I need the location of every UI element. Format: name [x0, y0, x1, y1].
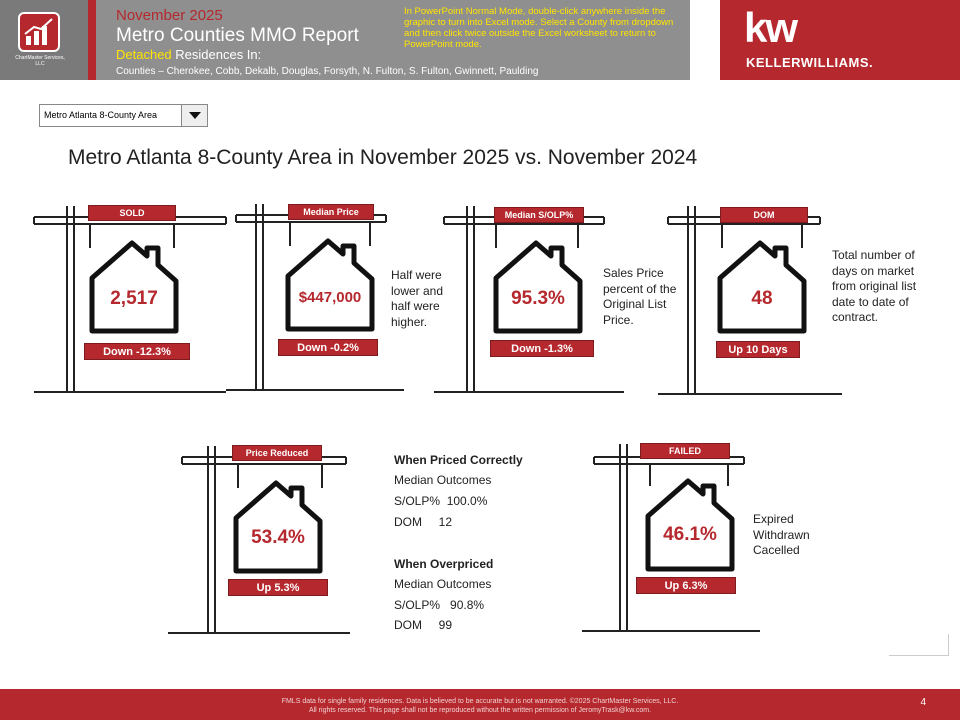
sign-tag: SOLD: [88, 205, 176, 221]
description-line: Withdrawn: [753, 527, 810, 542]
failed-sign: [590, 441, 810, 641]
dom-sign: [658, 203, 917, 403]
footer-line-1: FMLS data for single family residences. Data is believed to be accurate but is not warranted. ©2025 ChartMaster Services, LLC.: [281, 698, 679, 705]
footer-disclaimer: [0, 697, 960, 715]
overpriced-solp: S/OLP% 90.8%: [394, 598, 485, 612]
kw-mark: kw: [744, 4, 797, 51]
bar-chart-icon: [18, 12, 60, 52]
house-icon: [288, 241, 372, 329]
median-solp-sign: [434, 203, 677, 403]
page-title: Metro Atlanta 8-County Area in November 2025 vs. November 2024: [68, 146, 698, 169]
sign-tag: DOM: [720, 207, 808, 223]
house-icon: [720, 243, 804, 331]
subtitle-rest: Residences In:: [171, 47, 262, 62]
sign-change: Up 5.3%: [228, 579, 328, 596]
sign-change: Down -12.3%: [84, 343, 190, 360]
county-list: Counties – Cherokee, Cobb, Dekalb, Douglas, Forsyth, N. Fulton, S. Fulton, Gwinnett, Paulding: [116, 66, 539, 77]
sign-value: 53.4%: [251, 527, 305, 548]
sign-tag: Price Reduced: [232, 445, 322, 461]
worksheet-corner: [889, 634, 949, 656]
report-subtitle: [116, 47, 261, 62]
house-icon: [92, 243, 176, 331]
overpriced-subheading: Median Outcomes: [394, 577, 492, 591]
priced-correctly-solp: S/OLP% 100.0%: [394, 494, 488, 508]
sign-description: Half were lower and half were higher.: [391, 268, 444, 329]
sign-value: 95.3%: [511, 288, 565, 309]
subtitle-highlight: Detached: [116, 47, 172, 62]
logo-text: ChartMaster Services, LLC: [15, 55, 65, 67]
overpriced-dom: DOM 99: [394, 618, 453, 632]
sign-value: $447,000: [298, 289, 362, 306]
kw-name: KELLERWILLIAMS.: [746, 55, 874, 70]
page-number: 4: [920, 697, 926, 708]
instruction-note: In PowerPoint Normal Mode, double-click anywhere inside the graphic to turn into Excel mode. Select a County from dropdown and then click twice outside the Excel worksheet to return to PowerPoint mode.: [404, 6, 674, 50]
header-accent-bar: [88, 0, 96, 80]
sign-change: Down -0.2%: [278, 339, 378, 356]
priced-correctly-dom: DOM 12: [394, 515, 453, 529]
sign-description: Total number of days on market from original list date to date of contract.: [832, 248, 917, 324]
chartmaster-logo: [0, 0, 88, 80]
sign-change: Up 10 Days: [716, 341, 800, 358]
sign-value: 46.1%: [663, 524, 717, 545]
description-line: Cacelled: [753, 543, 800, 557]
dropdown-value: Metro Atlanta 8-County Area: [44, 110, 158, 120]
sign-tag: FAILED: [640, 443, 730, 459]
footer-line-2: All rights reserved. This page shall not be reproduced without the written permission of JeromyTrask@kw.com.: [308, 707, 652, 714]
description-line: Expired: [753, 512, 794, 526]
house-icon: [496, 243, 580, 331]
sold-sign: [30, 203, 230, 403]
price-reduced-sign: [178, 443, 378, 643]
sign-description: [753, 512, 833, 559]
priced-correctly-heading: When Priced Correctly: [394, 453, 523, 467]
keller-williams-logo: [720, 0, 960, 80]
chevron-down-icon[interactable]: [181, 105, 207, 126]
median-price-sign: [226, 201, 444, 401]
area-dropdown[interactable]: [39, 104, 208, 127]
sign-value: 2,517: [110, 288, 158, 309]
priced-correctly-subheading: Median Outcomes: [394, 473, 492, 487]
overpriced-heading: When Overpriced: [394, 557, 494, 571]
sign-change: Up 6.3%: [636, 577, 736, 594]
sign-description: Sales Price percent of the Original List Price.: [603, 266, 677, 327]
report-title: Metro Counties MMO Report: [116, 25, 359, 46]
sign-tag: Median S/OLP%: [494, 207, 584, 223]
report-header: [0, 0, 960, 80]
sign-change: Down -1.3%: [490, 340, 594, 357]
sign-value: 48: [751, 288, 773, 309]
footer: [0, 689, 960, 720]
sign-tag: Median Price: [288, 204, 374, 220]
report-month: November 2025: [116, 7, 223, 24]
